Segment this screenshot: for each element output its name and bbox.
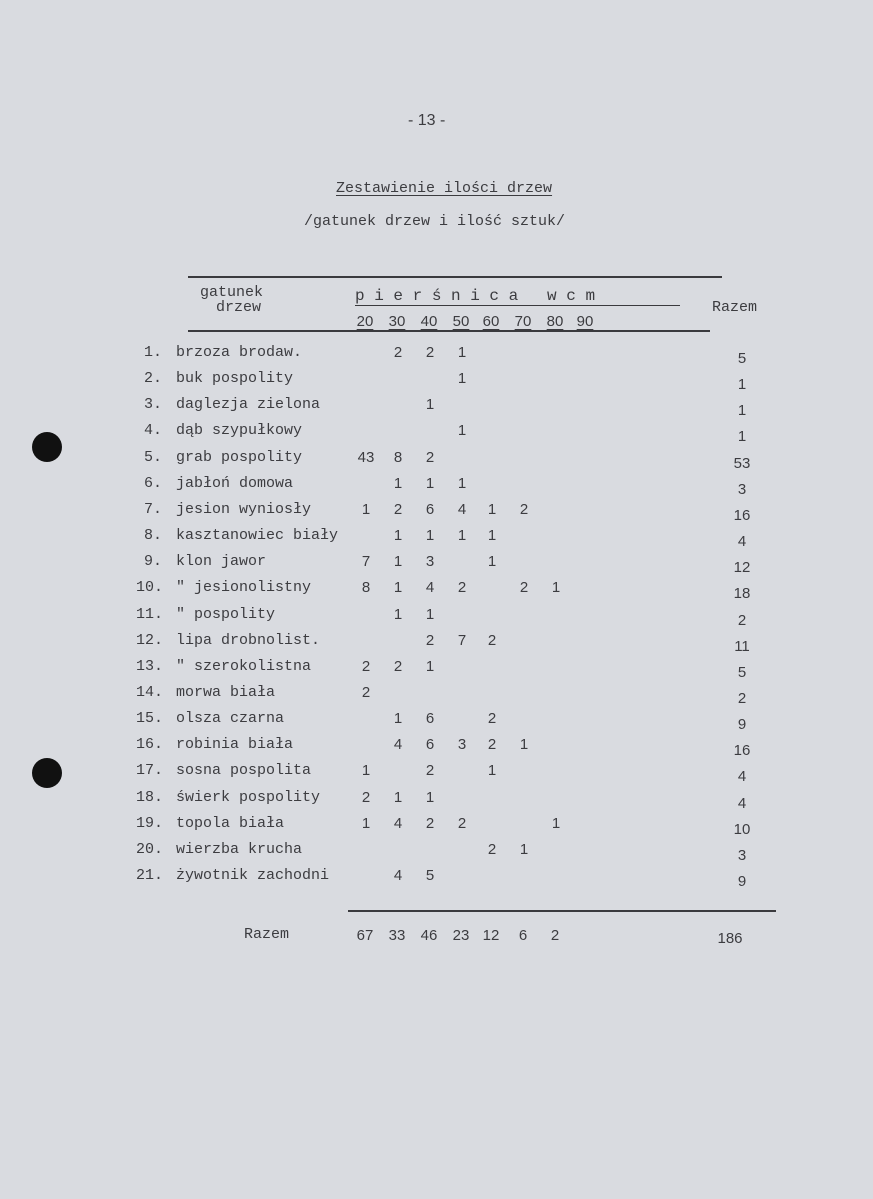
diameter-column-header: 50 [452, 313, 470, 330]
species-name: " szerokolistna [176, 657, 312, 675]
totals-rule [348, 910, 776, 912]
species-name: olsza czarna [176, 710, 285, 728]
row-value: 4 [457, 500, 467, 518]
row-total: 5 [737, 663, 747, 681]
row-value: 1 [393, 605, 403, 623]
row-number: 5. [144, 448, 163, 466]
row-value: 2 [393, 500, 403, 518]
species-name: buk pospolity [176, 370, 294, 388]
row-total: 16 [733, 742, 751, 760]
column-total: 12 [482, 927, 500, 944]
species-name: wierzba krucha [176, 840, 303, 858]
species-name: dąb szypułkowy [176, 422, 303, 440]
table-top-rule [188, 276, 722, 278]
row-total: 4 [737, 794, 747, 812]
row-value: 2 [487, 736, 497, 754]
row-value: 1 [487, 553, 497, 571]
row-value: 1 [519, 840, 529, 858]
species-name: żywotnik zachodni [176, 867, 330, 884]
row-value: 1 [393, 474, 403, 492]
row-value: 1 [425, 474, 435, 492]
species-header: drzew [216, 299, 262, 316]
row-value: 8 [361, 579, 371, 597]
row-number: 2. [144, 370, 163, 388]
diameter-column-header: 40 [420, 313, 438, 330]
species-name: brzoza brodaw. [176, 344, 303, 361]
row-number: 13. [136, 657, 164, 675]
row-value: 6 [425, 710, 435, 728]
column-total: 67 [356, 927, 374, 944]
column-header-rule [355, 331, 600, 332]
row-value: 1 [457, 527, 467, 545]
diameter-column-header: 90 [576, 313, 594, 330]
diameter-column-header: 70 [514, 313, 532, 330]
row-value: 3 [425, 553, 435, 571]
row-number: 10. [136, 579, 164, 597]
row-number: 15. [136, 710, 164, 728]
row-number: 12. [136, 631, 164, 649]
row-number: 18. [136, 788, 164, 806]
species-name: morwa biała [176, 683, 276, 701]
species-name: klon jawor [176, 553, 267, 571]
column-total: 23 [452, 927, 470, 944]
document-title: Zestawienie ilości drzew [336, 180, 553, 197]
row-value: 4 [393, 867, 403, 884]
row-value: 4 [393, 736, 403, 754]
row-total: 3 [737, 480, 747, 498]
row-value: 2 [519, 500, 529, 518]
species-name: świerk pospolity [176, 788, 321, 806]
row-number: 21. [136, 867, 164, 884]
row-total: 1 [737, 376, 747, 394]
row-total: 5 [737, 350, 747, 367]
species-name: jabłoń domowa [176, 474, 294, 492]
row-total: 10 [733, 820, 751, 838]
species-name: grab pospolity [176, 448, 303, 466]
row-value: 1 [519, 736, 529, 754]
row-value: 1 [425, 527, 435, 545]
diameter-header: p i e r ś n i c a w c m [355, 287, 596, 305]
row-value: 1 [551, 814, 561, 832]
diameter-column-header: 60 [482, 313, 500, 330]
row-value: 2 [425, 344, 435, 361]
row-value: 1 [361, 762, 371, 780]
row-number: 4. [144, 422, 163, 440]
row-value: 5 [425, 867, 435, 884]
diameter-column-header: 80 [546, 313, 564, 330]
row-value: 2 [425, 631, 435, 649]
page-number: - 13 - [408, 112, 446, 129]
species-name: jesion wyniosły [176, 500, 312, 518]
row-value: 2 [487, 631, 497, 649]
column-total: 33 [388, 927, 406, 944]
row-value: 1 [487, 527, 497, 545]
row-number: 7. [144, 500, 163, 518]
row-number: 16. [136, 736, 164, 754]
row-value: 2 [457, 579, 467, 597]
row-value: 7 [457, 631, 467, 649]
row-total: 4 [737, 768, 747, 786]
column-total: 6 [518, 927, 528, 944]
row-value: 6 [425, 500, 435, 518]
row-value: 1 [487, 500, 497, 518]
row-number: 1. [144, 344, 163, 361]
row-value: 2 [487, 840, 497, 858]
row-value: 1 [457, 370, 467, 388]
row-value: 1 [457, 344, 467, 361]
row-value: 1 [487, 762, 497, 780]
punch-hole [32, 432, 62, 462]
row-value: 2 [425, 448, 435, 466]
row-total: 2 [737, 611, 747, 629]
row-value: 1 [457, 422, 467, 440]
row-total: 53 [733, 454, 751, 472]
row-value: 7 [361, 553, 371, 571]
grand-total: 186 [717, 930, 743, 947]
row-value: 1 [393, 788, 403, 806]
row-value: 1 [425, 788, 435, 806]
row-value: 2 [487, 710, 497, 728]
row-total: 2 [737, 689, 747, 707]
row-value: 2 [393, 344, 403, 361]
row-value: 1 [551, 579, 561, 597]
row-number: 17. [136, 762, 164, 780]
row-number: 9. [144, 553, 163, 571]
row-value: 1 [425, 396, 435, 414]
row-value: 2 [361, 788, 371, 806]
total-header: Razem [712, 299, 758, 316]
row-value: 1 [393, 527, 403, 545]
totals-label: Razem [244, 926, 290, 943]
column-total: 2 [550, 927, 560, 944]
row-value: 8 [393, 448, 403, 466]
row-number: 20. [136, 840, 164, 858]
row-total: 4 [737, 533, 747, 551]
row-value: 4 [393, 814, 403, 832]
row-value: 2 [519, 579, 529, 597]
row-number: 14. [136, 683, 164, 701]
row-value: 2 [425, 762, 435, 780]
row-value: 2 [361, 683, 371, 701]
species-name: " jesionolistny [176, 579, 312, 597]
row-number: 19. [136, 814, 164, 832]
row-value: 6 [425, 736, 435, 754]
column-total: 46 [420, 927, 438, 944]
species-name: sosna pospolita [176, 762, 312, 780]
row-value: 2 [361, 657, 371, 675]
species-name: kasztanowiec biały [176, 527, 339, 545]
species-name: " pospolity [176, 605, 276, 623]
row-total: 1 [737, 402, 747, 420]
row-value: 1 [425, 657, 435, 675]
row-value: 2 [425, 814, 435, 832]
row-value: 2 [457, 814, 467, 832]
row-number: 11. [136, 605, 164, 623]
diameter-column-header: 20 [356, 313, 374, 330]
row-total: 18 [733, 585, 751, 603]
row-value: 1 [393, 579, 403, 597]
row-value: 1 [425, 605, 435, 623]
row-value: 1 [457, 474, 467, 492]
row-value: 3 [457, 736, 467, 754]
row-number: 8. [144, 527, 163, 545]
species-name: topola biała [176, 814, 285, 832]
species-name: daglezja zielona [176, 396, 321, 414]
row-total: 1 [737, 428, 747, 446]
row-value: 2 [393, 657, 403, 675]
row-value: 1 [393, 553, 403, 571]
row-total: 11 [734, 637, 750, 655]
punch-hole [32, 758, 62, 788]
row-total: 3 [737, 846, 747, 864]
row-total: 9 [737, 873, 747, 890]
row-value: 1 [361, 814, 371, 832]
species-name: robinia biała [176, 736, 294, 754]
row-number: 3. [144, 396, 163, 414]
document-subtitle: /gatunek drzew i ilość sztuk/ [304, 213, 566, 230]
diameter-header-rule [355, 305, 680, 306]
row-value: 43 [357, 448, 375, 466]
row-total: 16 [733, 506, 751, 524]
row-total: 12 [733, 559, 751, 577]
row-total: 9 [737, 716, 747, 734]
diameter-column-header: 30 [388, 313, 406, 330]
species-name: lipa drobnolist. [176, 631, 321, 649]
species-header: gatunek [200, 284, 264, 301]
row-value: 1 [361, 500, 371, 518]
row-number: 6. [144, 474, 163, 492]
row-value: 1 [393, 710, 403, 728]
row-value: 4 [425, 579, 435, 597]
